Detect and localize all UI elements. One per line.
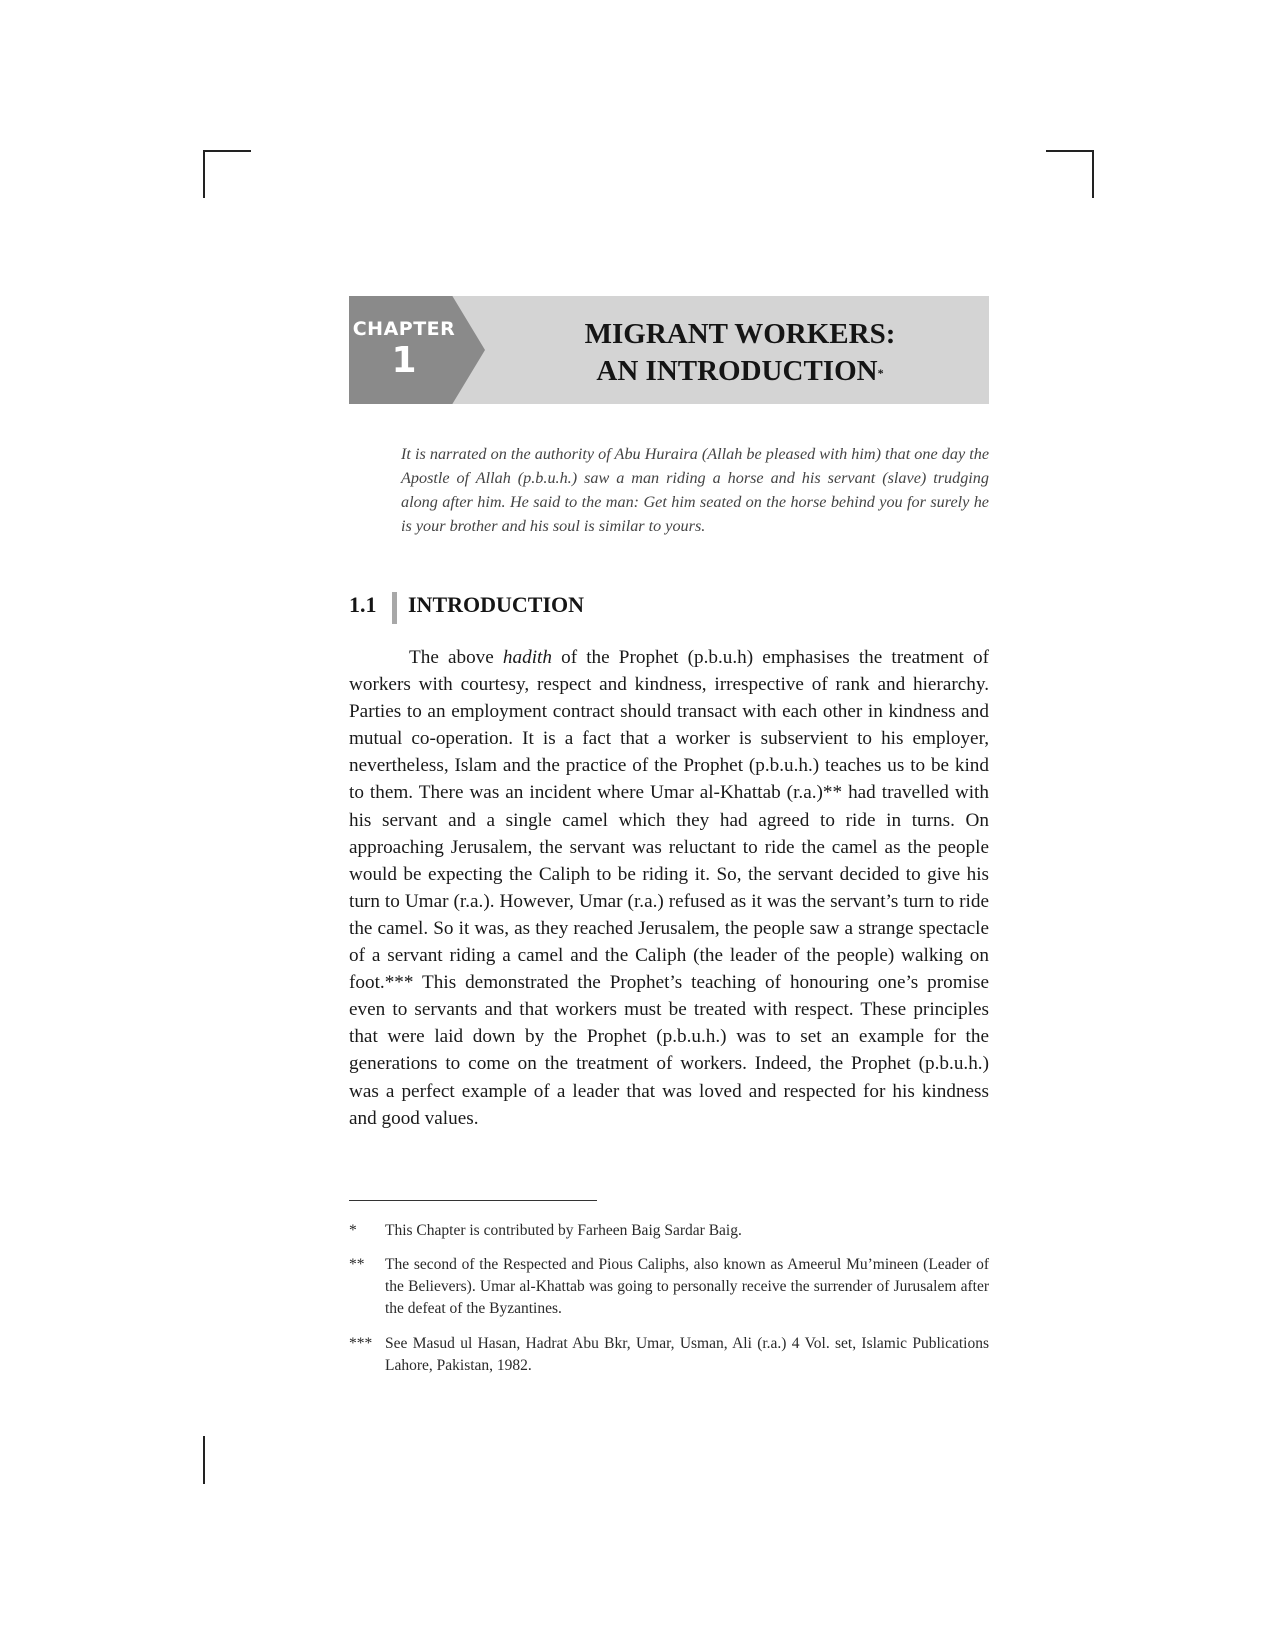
footnote-separator-rule (349, 1200, 597, 1201)
footnote-2 (349, 1254, 989, 1320)
footnote-3-marker: *** (349, 1335, 373, 1352)
footnote-1-marker: * (349, 1222, 357, 1239)
epigraph-quote: It is narrated on the authority of Abu Huraira (Allah be pleased with him) that one day the Apostle of Allah (p.b.u.h.) saw a man riding a horse and his servant (slave) trudging along after him. He said to the man: Get him seated on the horse behind you for surely he is your brother and his soul is similar to yours. (401, 445, 989, 535)
chapter-title (510, 316, 970, 390)
chapter-title-footnote-marker: * (877, 366, 884, 380)
section-divider-bar (392, 592, 397, 624)
footnote-2-marker: ** (349, 1256, 365, 1273)
body-paragraph-part-1: The above (409, 647, 503, 668)
body-paragraph (349, 644, 989, 1132)
section-title: INTRODUCTION (408, 592, 585, 617)
chapter-title-line-2-text: AN INTRODUCTION (596, 355, 878, 387)
chapter-title-line-1: MIGRANT WORKERS: (584, 318, 896, 350)
body-hadith-word: hadith (502, 647, 552, 668)
footnote-2-text: The second of the Respected and Pious Caliphs, also known as Ameerul Mu’mineen (Leader of the Believers). Umar al-Khattab was going to personally receive the surrender of Jurusalem after the defeat of the Byzantines. (385, 1256, 989, 1317)
crop-mark-top-right-vertical (1092, 150, 1094, 198)
crop-mark-bottom-left-vertical (203, 1436, 205, 1484)
section-number: 1.1 (349, 592, 377, 617)
footnote-3-text: See Masud ul Hasan, Hadrat Abu Bkr, Umar, Usman, Ali (r.a.) 4 Vol. set, Islamic Publications Lahore, Pakistan, 1982. (385, 1335, 989, 1374)
footnote-3 (349, 1333, 989, 1377)
footnote-1 (349, 1220, 989, 1242)
crop-mark-top-right-horizontal (1046, 150, 1094, 152)
chapter-title-line-2 (510, 353, 970, 390)
body-paragraph-part-2: of the Prophet (p.b.u.h) emphasises the treatment of workers with courtesy, respect and kindness, irrespective of rank and hierarchy. Parties to an employment contract should transact with each other in kindness and mutual co-operation. It is a fact that a worker is subservient to his employer, nevertheless, Islam and the practice of the Prophet (p.b.u.h.) teaches us to be kind to them. There was an incident where Umar al-Khattab (r.a.)** had travelled with his servant and a single camel which they had agreed to ride in turns. On approaching Jerusalem, the servant was reluctant to ride the camel as the people would be expecting the Caliph to be riding it. So, the servant decided to give his turn to Umar (r.a.). However, Umar (r.a.) refused as it was the servant’s turn to ride the camel. So it was, as they reached Jerusalem, the people saw a strange spectacle of a servant riding a camel and the Caliph (the leader of the people) walking on foot.*** This demonstrated the Prophet’s teaching of honouring one’s promise even to servants and that workers must be treated with respect. These principles that were laid down by the Prophet (p.b.u.h.) was to set an example for the generations to come on the treatment of workers. Indeed, the Prophet (p.b.u.h.) was a perfect example of a leader that was loved and respected for his kindness and good values. (349, 647, 989, 1129)
footnote-1-text: This Chapter is contributed by Farheen Baig Sardar Baig. (385, 1222, 742, 1239)
chapter-label: CHAPTER (352, 318, 456, 340)
chapter-number: 1 (391, 340, 417, 381)
crop-mark-top-left-vertical (203, 150, 205, 198)
crop-mark-top-left-horizontal (203, 150, 251, 152)
